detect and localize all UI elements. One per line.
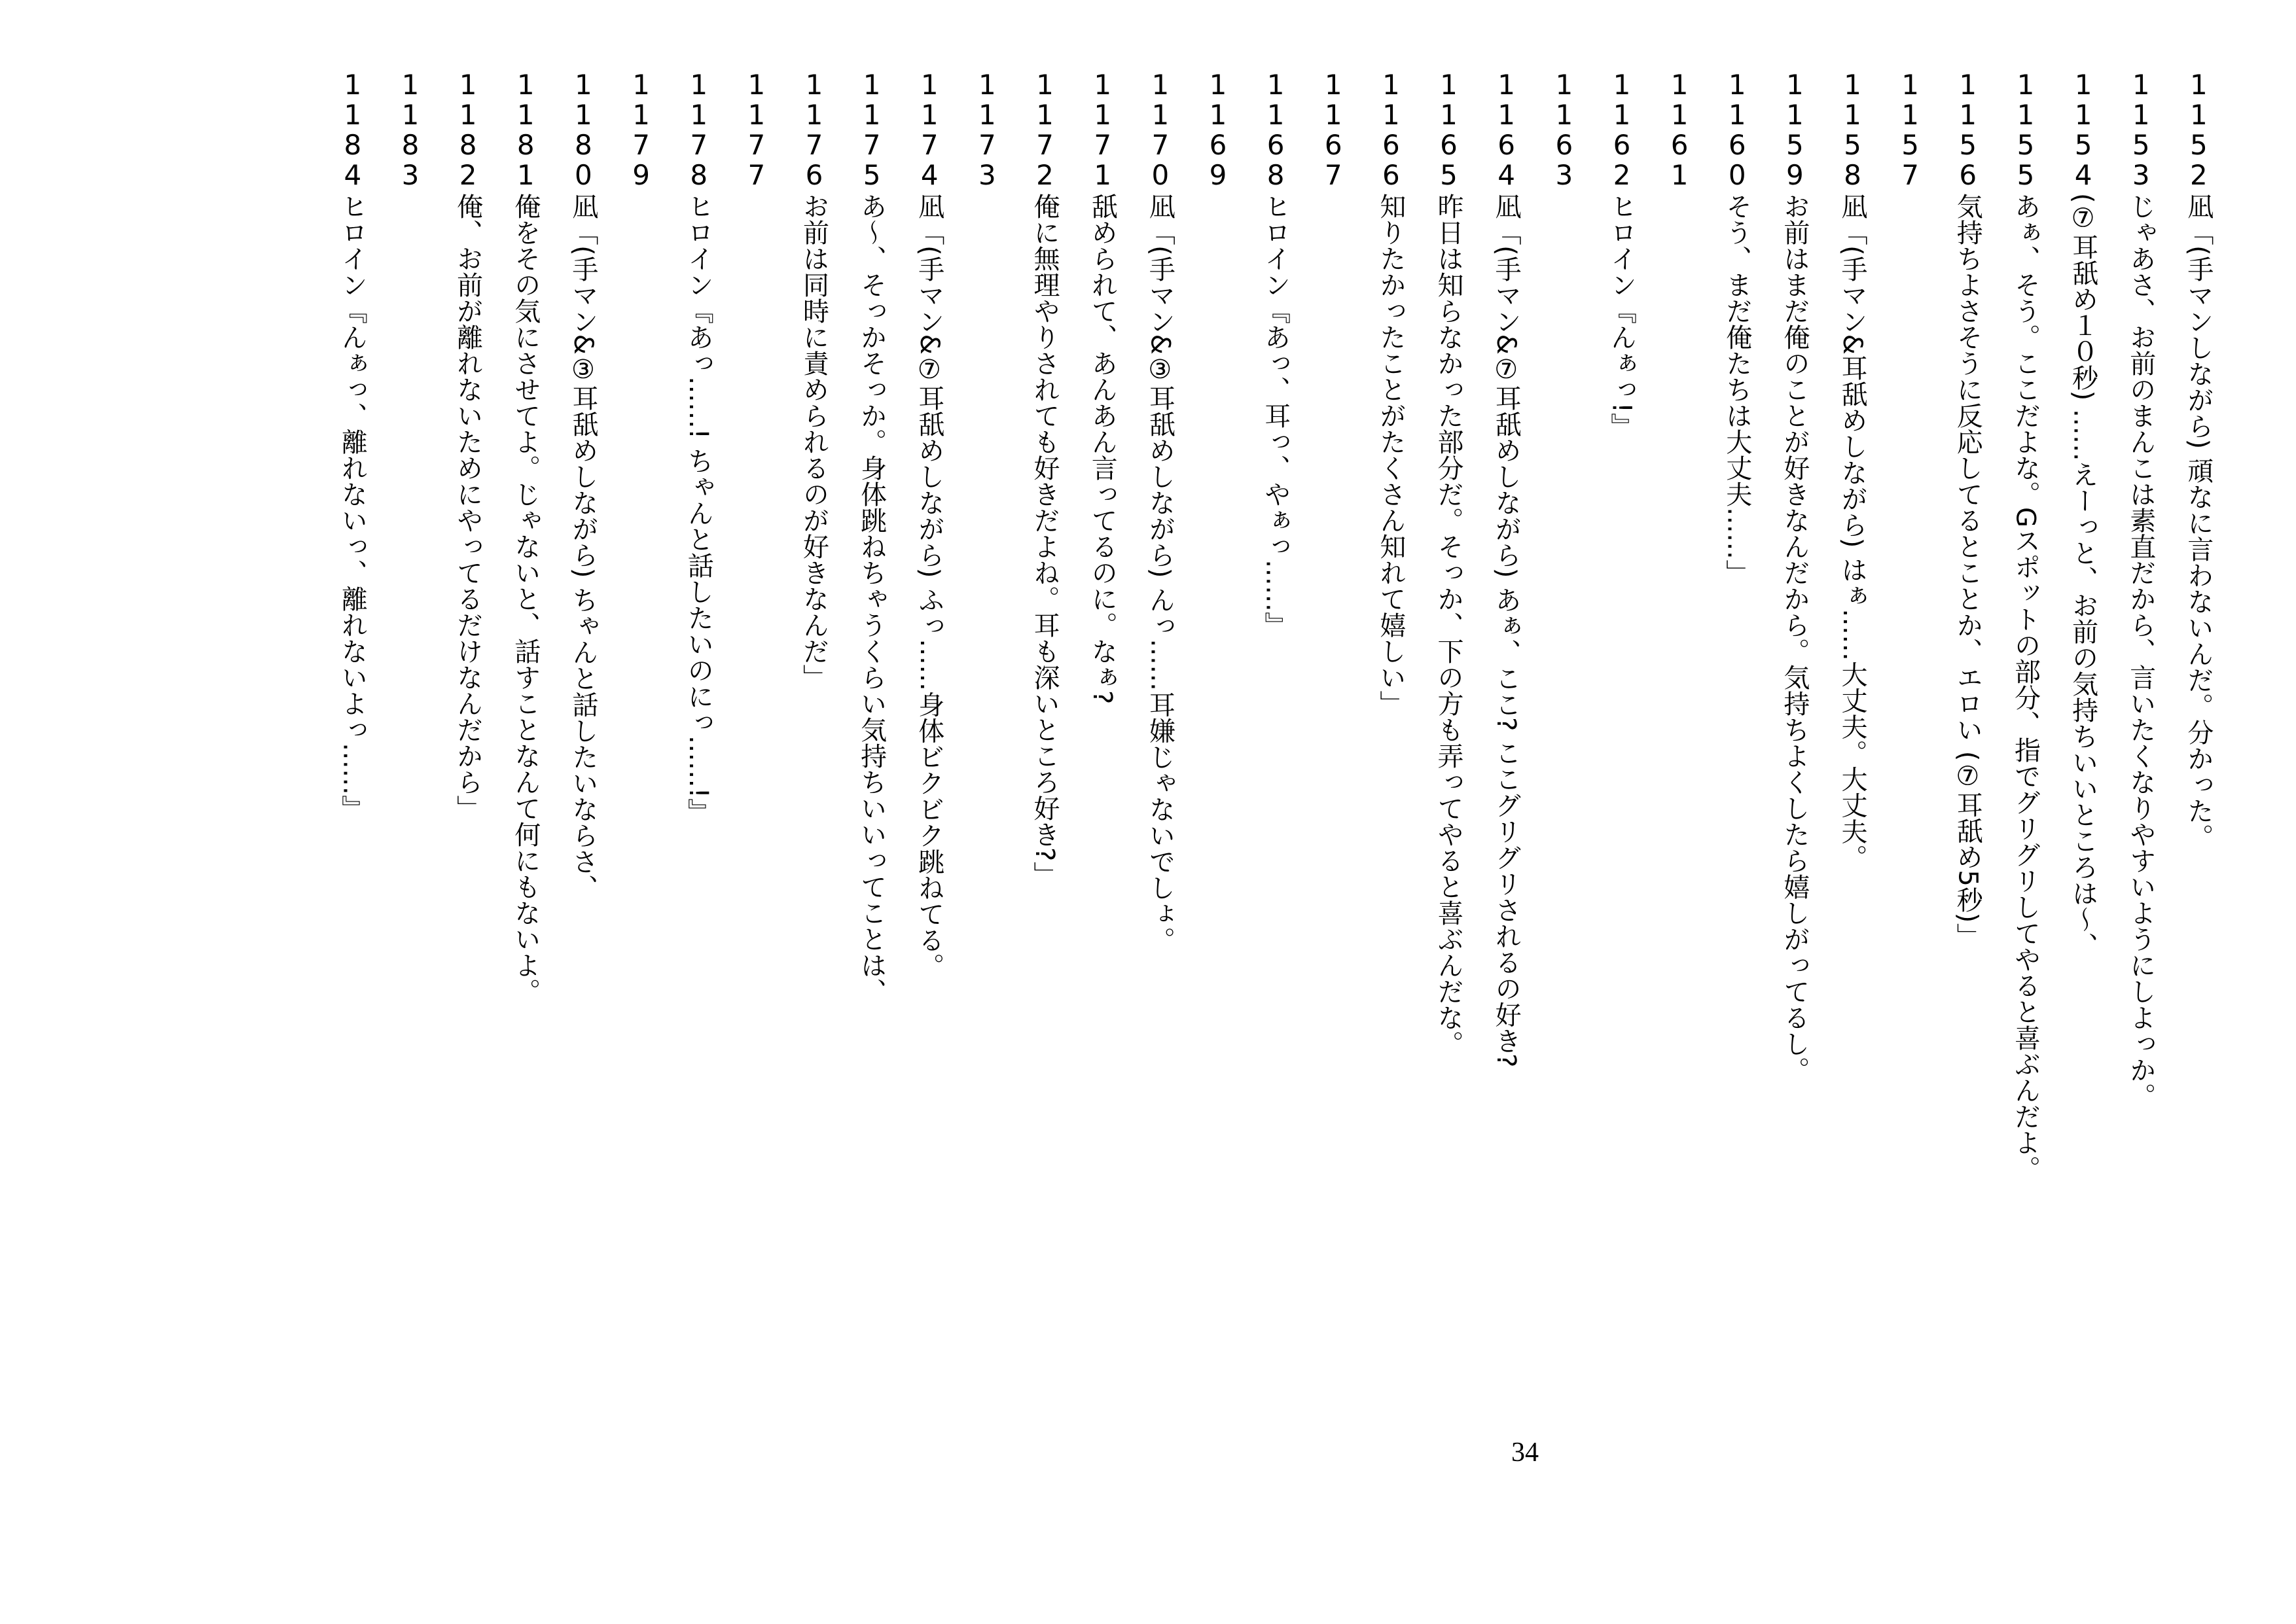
line-number: 1183 — [394, 69, 427, 189]
line-text: 知りたかったことがたくさん知れて嬉しい」 — [1375, 193, 1406, 716]
line-number: 1170 — [1144, 69, 1177, 189]
line-number: 1168 — [1259, 69, 1292, 189]
line-text: 舐められて、あんあん言ってるのに。なぁ? — [1087, 193, 1118, 705]
script-line — [1823, 69, 1881, 1469]
line-text: じゃあさ、お前のまんこは素直だから、言いたくなりやすいようにしよっか。 — [2125, 193, 2156, 1109]
script-line — [1073, 69, 1131, 1469]
line-text: 俺をその気にさせてよ。じゃないと、話すことなんて何にもないよ。 — [510, 193, 541, 1004]
script-line — [2054, 69, 2112, 1469]
line-number: 1175 — [855, 69, 888, 189]
line-number: 1181 — [509, 69, 542, 189]
line-number: 1172 — [1029, 69, 1062, 189]
line-number: 1169 — [1202, 69, 1234, 189]
script-line — [1131, 69, 1189, 1469]
script-line — [1362, 69, 1420, 1469]
script-line — [1939, 69, 1996, 1469]
script-line — [670, 69, 727, 1469]
script-line — [2170, 69, 2227, 1469]
line-number: 1177 — [740, 69, 773, 189]
line-text: ヒロイン『んぁっ、離れないっ、離れないよっ……』 — [337, 193, 368, 821]
script-line — [439, 69, 497, 1469]
line-number: 1171 — [1086, 69, 1119, 189]
script-line — [1996, 69, 2054, 1469]
line-number: 1163 — [1548, 69, 1581, 189]
script-line — [554, 69, 612, 1469]
script-line — [1708, 69, 1766, 1469]
page-number: 34 — [1511, 1438, 1539, 1468]
line-number: 1180 — [567, 69, 600, 189]
line-text: あ～、そっかそっか。身体跳ねちゃうくらい気持ちいいってことは、 — [856, 193, 887, 1004]
line-text: 俺、お前が離れないためにやってるだけなんだから」 — [452, 193, 483, 821]
line-text: 凪「(手マン&⑦耳舐めしながら) あぁ、ここ? ここグリグリされるの好き? — [1491, 193, 1522, 1068]
script-line — [2112, 69, 2170, 1469]
line-text: そう、まだ俺たちは大丈夫……」 — [1721, 193, 1752, 586]
line-number: 1165 — [1433, 69, 1465, 189]
script-line — [1535, 69, 1592, 1469]
line-text: お前は同時に責められるのが好きなんだ」 — [798, 193, 829, 690]
script-line — [612, 69, 670, 1469]
line-text: 凪「(手マン&⑦耳舐めしながら) ふっ……身体ビクビク跳ねてる。 — [914, 193, 944, 980]
line-number: 1184 — [336, 69, 369, 189]
script-line — [727, 69, 785, 1469]
line-number: 1174 — [913, 69, 946, 189]
script-line — [958, 69, 1016, 1469]
script-line — [1189, 69, 1246, 1469]
script-line — [1651, 69, 1708, 1469]
line-number: 1155 — [2009, 69, 2042, 189]
line-number: 1178 — [683, 69, 715, 189]
line-number: 1176 — [798, 69, 831, 189]
script-lines — [323, 69, 2227, 1469]
line-text: 昨日は知らなかった部分だ。そっか、下の方も弄ってやると喜ぶんだな。 — [1433, 193, 1464, 1057]
script-line — [1592, 69, 1650, 1469]
script-line — [1016, 69, 1073, 1469]
line-text: ヒロイン『あっ、耳っ、やぁっ……』 — [1260, 193, 1291, 638]
line-number: 1156 — [1952, 69, 1984, 189]
line-number: 1159 — [1778, 69, 1811, 189]
script-line — [901, 69, 958, 1469]
line-text: 気持ちよさそうに反応してるとことか、エロい (⑦耳舐め5秒)」 — [1952, 193, 1983, 949]
script-line — [1247, 69, 1304, 1469]
line-number: 1173 — [971, 69, 1003, 189]
line-number: 1158 — [1837, 69, 1869, 189]
line-number: 1154 — [2067, 69, 2100, 189]
line-text: 凪「(手マン&③耳舐めしながら) んっ……耳嫌じゃないでしょ。 — [1145, 193, 1175, 953]
line-number: 1152 — [2182, 69, 2215, 189]
line-number: 1161 — [1663, 69, 1696, 189]
script-line — [323, 69, 381, 1469]
line-number: 1164 — [1490, 69, 1523, 189]
script-line — [1420, 69, 1477, 1469]
line-number: 1160 — [1721, 69, 1753, 189]
line-number: 1182 — [452, 69, 484, 189]
line-number: 1167 — [1317, 69, 1350, 189]
script-line — [843, 69, 901, 1469]
line-text: 凪「(手マンしながら) 頑なに言わないんだ。分かった。 — [2183, 193, 2214, 850]
script-line — [1881, 69, 1939, 1469]
line-text: ヒロイン『あっ……! ちゃんと話したいのにっ……!』 — [683, 193, 714, 824]
line-text: あぁ、そう。ここだよな。Gスポットの部分、指でグリグリしてやると喜ぶんだよ。 — [2010, 193, 2041, 1182]
script-line — [382, 69, 439, 1469]
line-text: 凪「(手マン&耳舐めしながら) はぁ……大丈夫。大丈夫。 — [1837, 193, 1868, 871]
line-number: 1157 — [1894, 69, 1927, 189]
line-number: 1179 — [625, 69, 658, 189]
line-text: お前はまだ俺のことが好きなんだから。気持ちよくしたら嬉しがってるし。 — [1779, 193, 1810, 1083]
line-number: 1166 — [1374, 69, 1407, 189]
script-line — [1304, 69, 1362, 1469]
line-text: 凪「(手マン&③耳舐めしながら) ちゃんと話したいならさ、 — [567, 193, 598, 901]
line-text: (⑦耳舐め１０秒) ……えーっと、お前の気持ちいいところは～、 — [2068, 193, 2098, 959]
script-line — [1766, 69, 1823, 1469]
script-line — [1477, 69, 1535, 1469]
line-text: 俺に無理やりされても好きだよね。耳も深いところ好き?」 — [1030, 193, 1060, 888]
line-number: 1162 — [1605, 69, 1638, 189]
line-number: 1153 — [2125, 69, 2157, 189]
line-text: ヒロイン『んぁっ!』 — [1606, 193, 1637, 440]
script-line — [785, 69, 842, 1469]
script-line — [497, 69, 554, 1469]
